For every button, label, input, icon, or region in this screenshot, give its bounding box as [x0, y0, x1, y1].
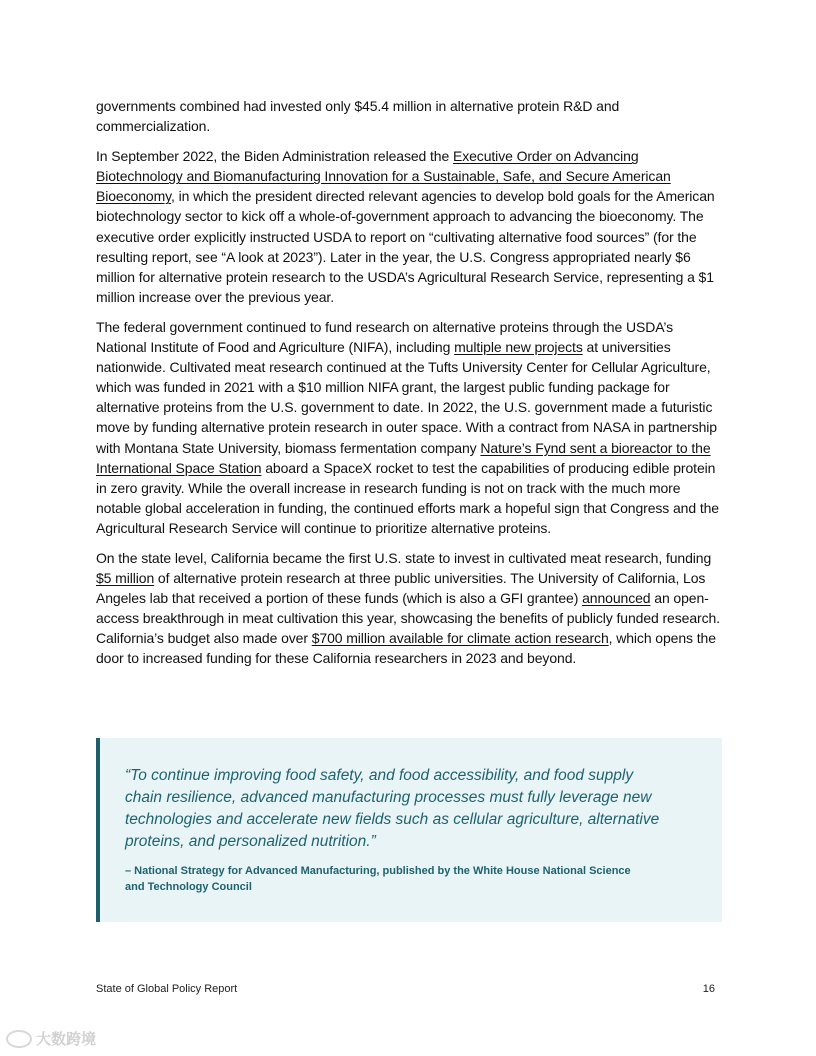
paragraph-text: an open-access breakthrough in meat cultivation this year, showcasing the benefits of publicly funded research. California’s budget also made over	[96, 590, 720, 647]
inline-link[interactable]: $5 million	[96, 570, 155, 587]
pull-quote-attribution: – National Strategy for Advanced Manufacturing, published by the White House National Science and Technology Council	[125, 865, 631, 893]
report-body	[96, 96, 722, 679]
paragraph-text: of alternative protein research at three public universities. The University of California, Los Angeles lab that received a portion of these funds (which is also a GFI grantee)	[96, 570, 706, 607]
inline-link[interactable]: Nature’s Fynd sent a bioreactor to the International Space Station	[96, 439, 711, 476]
watermark	[6, 1028, 96, 1049]
footer-report-title: State of Global Policy Report	[96, 983, 238, 995]
paragraph-text: The federal government continued to fund research on alternative proteins through the USDA’s National Institute of Food and Agriculture (NIFA), including	[96, 318, 674, 356]
paragraph-text: at universities nationwide. Cultivated meat research continued at the Tufts University Center for Cellular Agriculture, which was funded in 2021 with a $10 million NIFA grant, the largest public funding package for alternative proteins from the U.S. government to date. In 2022, the U.S. government made a futuristic move by funding alternative protein research in outer space. With a contract from NASA in partnership with Montana State University, biomass fermentation company	[96, 339, 717, 456]
watermark-logo-icon	[6, 1030, 32, 1048]
paragraph-text: On the state level, California became the first U.S. state to invest in cultivated meat research, funding	[96, 549, 712, 566]
pull-quote-box	[96, 738, 722, 922]
body-paragraph	[96, 317, 722, 538]
inline-link[interactable]: Executive Order on Advancing Biotechnology and Biomanufacturing Innovation for a Sustainable, Safe, and Secure American Bioeconomy	[96, 148, 671, 205]
paragraph-text: governments combined had invested only $45.4 million in alternative protein R&D and commercialization.	[96, 98, 620, 135]
paragraph-text: , in which the president directed relevant agencies to develop bold goals for the American biotechnology sector to kick off a whole-of-government approach to advancing the bioeconomy. The executive order explicitly instructed USDA to report on “cultivating alternative food sources” (for the resulting report, see “A look at 2023”). Later in the year, the U.S. Congress appropriated nearly $6 million for alternative protein research to the USDA’s Agricultural Research Service, representing a $1 million increase over the previous year.	[96, 188, 715, 305]
pull-quote-text: “To continue improving food safety, and food accessibility, and food supply chain resilience, advanced manufacturing processes must fully leverage new technologies and accelerate new fields such as cellular agriculture, alternative proteins, and personalized nutrition.”	[125, 767, 660, 850]
paragraph-text: , which opens the door to increased funding for these California researchers in 2023 and beyond.	[96, 630, 716, 667]
body-paragraph	[96, 548, 722, 669]
paragraph-text: aboard a SpaceX rocket to test the capabilities of producing edible protein in zero gravity. While the overall increase in research funding is not on track with the much more notable global acceleration in funding, the continued efforts mark a hopeful sign that Congress and the Agricultural Research Service will continue to prioritize alternative proteins.	[96, 459, 719, 536]
inline-link[interactable]: $700 million available for climate action research	[311, 630, 609, 647]
inline-link[interactable]: multiple new projects	[454, 339, 583, 356]
paragraph-text: In September 2022, the Biden Administration released the	[96, 148, 453, 165]
body-paragraph	[96, 96, 722, 136]
body-paragraph	[96, 146, 722, 307]
page-number: 16	[702, 983, 715, 995]
inline-link[interactable]: announced	[582, 590, 651, 607]
watermark-text: 大数跨境	[36, 1031, 97, 1048]
